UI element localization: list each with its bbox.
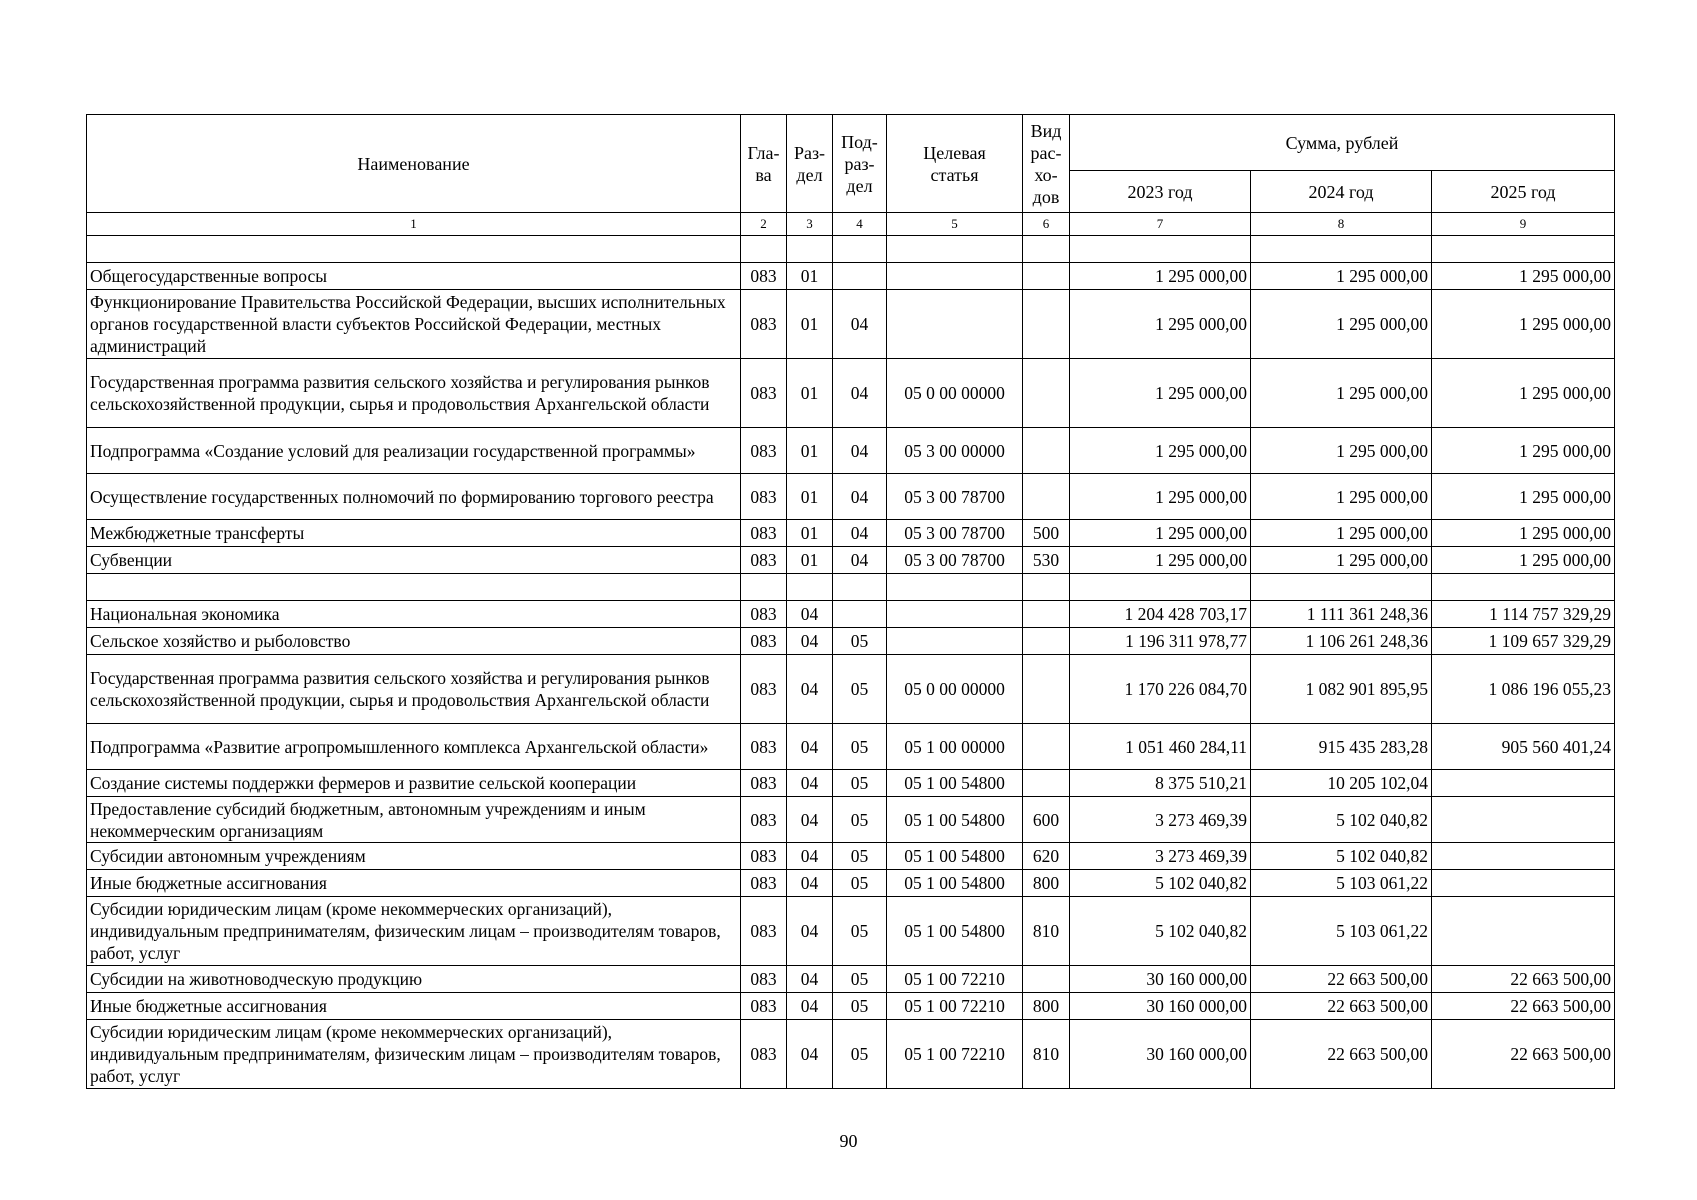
- header-sum: Сумма, рублей: [1070, 115, 1615, 171]
- amount-2024-cell: 1 295 000,00: [1251, 428, 1432, 474]
- empty-cell: [1070, 236, 1251, 263]
- expense-type-cell: [1023, 966, 1070, 993]
- amount-2025-cell: 22 663 500,00: [1432, 966, 1615, 993]
- budget-table: [86, 114, 1615, 1089]
- name-cell: Иные бюджетные ассигнования: [87, 993, 741, 1020]
- expense-type-cell: [1023, 474, 1070, 520]
- header-year-2025: 2025 год: [1432, 171, 1615, 213]
- blank-row: [87, 574, 1615, 601]
- table-row: [87, 520, 1615, 547]
- expense-type-cell: [1023, 428, 1070, 474]
- table-row: [87, 843, 1615, 870]
- name-cell: Сельское хозяйство и рыболовство: [87, 628, 741, 655]
- section-cell: 04: [787, 966, 833, 993]
- name-cell: Межбюджетные трансферты: [87, 520, 741, 547]
- name-cell: Подпрограмма «Создание условий для реализации государственной программы»: [87, 428, 741, 474]
- amount-2024-cell: 5 102 040,82: [1251, 797, 1432, 843]
- amount-2024-cell: 1 111 361 248,36: [1251, 601, 1432, 628]
- table-body: [87, 236, 1615, 1089]
- section-cell: 01: [787, 428, 833, 474]
- empty-cell: [887, 236, 1023, 263]
- section-cell: 04: [787, 655, 833, 724]
- amount-2025-cell: [1432, 897, 1615, 966]
- expense-type-cell: [1023, 601, 1070, 628]
- target-article-cell: [887, 628, 1023, 655]
- name-cell: Функционирование Правительства Российской Федерации, высших исполнительных органов государственной власти субъектов Российской Федерации, местных администраций: [87, 290, 741, 359]
- amount-2024-cell: 22 663 500,00: [1251, 966, 1432, 993]
- expense-type-cell: 810: [1023, 897, 1070, 966]
- amount-2025-cell: 22 663 500,00: [1432, 1020, 1615, 1089]
- empty-cell: [1070, 574, 1251, 601]
- amount-2024-cell: 1 295 000,00: [1251, 474, 1432, 520]
- table-row: [87, 870, 1615, 897]
- column-number: 3: [787, 213, 833, 236]
- section-cell: 01: [787, 263, 833, 290]
- table-row: [87, 428, 1615, 474]
- empty-cell: [787, 574, 833, 601]
- empty-cell: [741, 236, 787, 263]
- table-row: [87, 601, 1615, 628]
- amount-2025-cell: [1432, 770, 1615, 797]
- column-number: 1: [87, 213, 741, 236]
- empty-cell: [833, 236, 887, 263]
- amount-2023-cell: 1 295 000,00: [1070, 263, 1251, 290]
- page-number: 90: [839, 1131, 858, 1151]
- amount-2025-cell: [1432, 870, 1615, 897]
- subsection-cell: 05: [833, 628, 887, 655]
- amount-2023-cell: 1 196 311 978,77: [1070, 628, 1251, 655]
- table-row: [87, 263, 1615, 290]
- amount-2023-cell: 1 295 000,00: [1070, 290, 1251, 359]
- empty-cell: [787, 236, 833, 263]
- expense-type-cell: 530: [1023, 547, 1070, 574]
- empty-cell: [1432, 236, 1615, 263]
- target-article-cell: 05 3 00 78700: [887, 547, 1023, 574]
- expense-type-cell: 810: [1023, 1020, 1070, 1089]
- chapter-cell: 083: [741, 897, 787, 966]
- chapter-cell: 083: [741, 993, 787, 1020]
- amount-2023-cell: 30 160 000,00: [1070, 993, 1251, 1020]
- expense-type-cell: 620: [1023, 843, 1070, 870]
- amount-2023-cell: 1 204 428 703,17: [1070, 601, 1251, 628]
- subsection-cell: 05: [833, 897, 887, 966]
- target-article-cell: 05 3 00 78700: [887, 474, 1023, 520]
- expense-type-cell: 800: [1023, 993, 1070, 1020]
- table-row: [87, 966, 1615, 993]
- chapter-cell: 083: [741, 601, 787, 628]
- expense-type-cell: 600: [1023, 797, 1070, 843]
- expense-type-cell: [1023, 770, 1070, 797]
- amount-2025-cell: 1 295 000,00: [1432, 520, 1615, 547]
- chapter-cell: 083: [741, 1020, 787, 1089]
- target-article-cell: 05 0 00 00000: [887, 655, 1023, 724]
- section-cell: 01: [787, 520, 833, 547]
- amount-2023-cell: 30 160 000,00: [1070, 966, 1251, 993]
- amount-2024-cell: 22 663 500,00: [1251, 993, 1432, 1020]
- target-article-cell: 05 1 00 72210: [887, 966, 1023, 993]
- chapter-cell: 083: [741, 966, 787, 993]
- table-row: [87, 655, 1615, 724]
- target-article-cell: 05 1 00 72210: [887, 993, 1023, 1020]
- target-article-cell: 05 0 00 00000: [887, 359, 1023, 428]
- target-article-cell: 05 1 00 54800: [887, 870, 1023, 897]
- amount-2025-cell: 1 295 000,00: [1432, 290, 1615, 359]
- name-cell: Субсидии юридическим лицам (кроме некоммерческих организаций), индивидуальным предпринимателям, физическим лицам – производителям товаров, работ, услуг: [87, 1020, 741, 1089]
- amount-2025-cell: [1432, 843, 1615, 870]
- subsection-cell: [833, 263, 887, 290]
- target-article-cell: 05 1 00 54800: [887, 843, 1023, 870]
- amount-2023-cell: 1 051 460 284,11: [1070, 724, 1251, 770]
- section-cell: 04: [787, 843, 833, 870]
- subsection-cell: 05: [833, 843, 887, 870]
- target-article-cell: [887, 263, 1023, 290]
- amount-2024-cell: 22 663 500,00: [1251, 1020, 1432, 1089]
- target-article-cell: 05 1 00 54800: [887, 797, 1023, 843]
- name-cell: Предоставление субсидий бюджетным, автономным учреждениям и иным некоммерческим организациям: [87, 797, 741, 843]
- target-article-cell: [887, 601, 1023, 628]
- name-cell: Национальная экономика: [87, 601, 741, 628]
- empty-cell: [1251, 574, 1432, 601]
- header-year-2023: 2023 год: [1070, 171, 1251, 213]
- table-row: [87, 797, 1615, 843]
- amount-2024-cell: 1 295 000,00: [1251, 290, 1432, 359]
- header-name: Наименование: [87, 115, 741, 213]
- amount-2023-cell: 1 295 000,00: [1070, 474, 1251, 520]
- expense-type-cell: [1023, 290, 1070, 359]
- chapter-cell: 083: [741, 870, 787, 897]
- amount-2023-cell: 1 170 226 084,70: [1070, 655, 1251, 724]
- subsection-cell: 05: [833, 797, 887, 843]
- amount-2025-cell: 1 295 000,00: [1432, 428, 1615, 474]
- amount-2023-cell: 1 295 000,00: [1070, 547, 1251, 574]
- name-cell: Субсидии на животноводческую продукцию: [87, 966, 741, 993]
- expense-type-cell: [1023, 359, 1070, 428]
- target-article-cell: 05 1 00 72210: [887, 1020, 1023, 1089]
- header-year-2024: 2024 год: [1251, 171, 1432, 213]
- chapter-cell: 083: [741, 520, 787, 547]
- expense-type-cell: [1023, 724, 1070, 770]
- amount-2024-cell: 1 295 000,00: [1251, 520, 1432, 547]
- amount-2024-cell: 5 103 061,22: [1251, 897, 1432, 966]
- column-number: 4: [833, 213, 887, 236]
- section-cell: 04: [787, 724, 833, 770]
- section-cell: 04: [787, 797, 833, 843]
- target-article-cell: 05 1 00 00000: [887, 724, 1023, 770]
- section-cell: 01: [787, 290, 833, 359]
- header-target-article: Целевая статья: [887, 115, 1023, 213]
- header-expense-type: Вид рас- хо- дов: [1023, 115, 1070, 213]
- amount-2025-cell: 1 295 000,00: [1432, 263, 1615, 290]
- section-cell: 04: [787, 770, 833, 797]
- empty-cell: [887, 574, 1023, 601]
- chapter-cell: 083: [741, 428, 787, 474]
- subsection-cell: 04: [833, 428, 887, 474]
- table-row: [87, 993, 1615, 1020]
- chapter-cell: 083: [741, 770, 787, 797]
- chapter-cell: 083: [741, 724, 787, 770]
- name-cell: Подпрограмма «Развитие агропромышленного комплекса Архангельской области»: [87, 724, 741, 770]
- chapter-cell: 083: [741, 290, 787, 359]
- column-number: 2: [741, 213, 787, 236]
- subsection-cell: 04: [833, 547, 887, 574]
- empty-cell: [1251, 236, 1432, 263]
- empty-cell: [741, 574, 787, 601]
- subsection-cell: 05: [833, 870, 887, 897]
- amount-2023-cell: 1 295 000,00: [1070, 359, 1251, 428]
- name-cell: Субсидии автономным учреждениям: [87, 843, 741, 870]
- amount-2025-cell: 1 295 000,00: [1432, 547, 1615, 574]
- chapter-cell: 083: [741, 474, 787, 520]
- section-cell: 01: [787, 359, 833, 428]
- table-row: [87, 724, 1615, 770]
- section-cell: 04: [787, 601, 833, 628]
- subsection-cell: 04: [833, 474, 887, 520]
- amount-2024-cell: 1 295 000,00: [1251, 263, 1432, 290]
- amount-2024-cell: 5 103 061,22: [1251, 870, 1432, 897]
- amount-2023-cell: 5 102 040,82: [1070, 870, 1251, 897]
- amount-2024-cell: 915 435 283,28: [1251, 724, 1432, 770]
- amount-2023-cell: 3 273 469,39: [1070, 843, 1251, 870]
- amount-2024-cell: 1 082 901 895,95: [1251, 655, 1432, 724]
- expense-type-cell: 500: [1023, 520, 1070, 547]
- table-row: [87, 770, 1615, 797]
- amount-2025-cell: 1 295 000,00: [1432, 359, 1615, 428]
- name-cell: Субвенции: [87, 547, 741, 574]
- subsection-cell: 04: [833, 290, 887, 359]
- amount-2025-cell: 1 114 757 329,29: [1432, 601, 1615, 628]
- table-row: [87, 359, 1615, 428]
- name-cell: Создание системы поддержки фермеров и развитие сельской кооперации: [87, 770, 741, 797]
- table-row: [87, 474, 1615, 520]
- expense-type-cell: [1023, 263, 1070, 290]
- target-article-cell: 05 1 00 54800: [887, 897, 1023, 966]
- amount-2023-cell: 1 295 000,00: [1070, 520, 1251, 547]
- column-number: 7: [1070, 213, 1251, 236]
- amount-2023-cell: 1 295 000,00: [1070, 428, 1251, 474]
- name-cell: Иные бюджетные ассигнования: [87, 870, 741, 897]
- amount-2025-cell: 22 663 500,00: [1432, 993, 1615, 1020]
- column-number: 9: [1432, 213, 1615, 236]
- name-cell: Осуществление государственных полномочий по формированию торгового реестра: [87, 474, 741, 520]
- chapter-cell: 083: [741, 263, 787, 290]
- table-row: [87, 897, 1615, 966]
- chapter-cell: 083: [741, 655, 787, 724]
- subsection-cell: 05: [833, 966, 887, 993]
- empty-cell: [833, 574, 887, 601]
- chapter-cell: 083: [741, 628, 787, 655]
- amount-2024-cell: 1 106 261 248,36: [1251, 628, 1432, 655]
- subsection-cell: 05: [833, 770, 887, 797]
- name-cell: Субсидии юридическим лицам (кроме некоммерческих организаций), индивидуальным предпринимателям, физическим лицам – производителям товаров, работ, услуг: [87, 897, 741, 966]
- header-subsection: Под- раз- дел: [833, 115, 887, 213]
- amount-2025-cell: 1 109 657 329,29: [1432, 628, 1615, 655]
- column-number: 8: [1251, 213, 1432, 236]
- section-cell: 04: [787, 628, 833, 655]
- amount-2025-cell: 1 086 196 055,23: [1432, 655, 1615, 724]
- name-cell: Государственная программа развития сельского хозяйства и регулирования рынков сельскохозяйственной продукции, сырья и продовольствия Архангельской области: [87, 655, 741, 724]
- table-row: [87, 1020, 1615, 1089]
- section-cell: 04: [787, 870, 833, 897]
- target-article-cell: 05 3 00 78700: [887, 520, 1023, 547]
- section-cell: 04: [787, 897, 833, 966]
- subsection-cell: 05: [833, 724, 887, 770]
- empty-cell: [1023, 574, 1070, 601]
- empty-cell: [87, 574, 741, 601]
- subsection-cell: 05: [833, 993, 887, 1020]
- section-cell: 04: [787, 1020, 833, 1089]
- chapter-cell: 083: [741, 359, 787, 428]
- table-row: [87, 547, 1615, 574]
- subsection-cell: [833, 601, 887, 628]
- amount-2024-cell: 10 205 102,04: [1251, 770, 1432, 797]
- target-article-cell: 05 3 00 00000: [887, 428, 1023, 474]
- amount-2024-cell: 1 295 000,00: [1251, 547, 1432, 574]
- amount-2023-cell: 30 160 000,00: [1070, 1020, 1251, 1089]
- expense-type-cell: [1023, 655, 1070, 724]
- chapter-cell: 083: [741, 843, 787, 870]
- amount-2025-cell: 1 295 000,00: [1432, 474, 1615, 520]
- subsection-cell: 04: [833, 520, 887, 547]
- expense-type-cell: 800: [1023, 870, 1070, 897]
- blank-row: [87, 236, 1615, 263]
- target-article-cell: 05 1 00 54800: [887, 770, 1023, 797]
- expense-type-cell: [1023, 628, 1070, 655]
- header-section: Раз- дел: [787, 115, 833, 213]
- section-cell: 01: [787, 547, 833, 574]
- chapter-cell: 083: [741, 547, 787, 574]
- header-chapter: Гла- ва: [741, 115, 787, 213]
- column-number: 6: [1023, 213, 1070, 236]
- target-article-cell: [887, 290, 1023, 359]
- name-cell: Общегосударственные вопросы: [87, 263, 741, 290]
- section-cell: 04: [787, 993, 833, 1020]
- empty-cell: [87, 236, 741, 263]
- amount-2024-cell: 1 295 000,00: [1251, 359, 1432, 428]
- subsection-cell: 05: [833, 655, 887, 724]
- table-row: [87, 628, 1615, 655]
- column-number: 5: [887, 213, 1023, 236]
- table-row: [87, 290, 1615, 359]
- empty-cell: [1023, 236, 1070, 263]
- section-cell: 01: [787, 474, 833, 520]
- amount-2025-cell: 905 560 401,24: [1432, 724, 1615, 770]
- amount-2024-cell: 5 102 040,82: [1251, 843, 1432, 870]
- amount-2023-cell: 8 375 510,21: [1070, 770, 1251, 797]
- amount-2023-cell: 3 273 469,39: [1070, 797, 1251, 843]
- name-cell: Государственная программа развития сельского хозяйства и регулирования рынков сельскохозяйственной продукции, сырья и продовольствия Архангельской области: [87, 359, 741, 428]
- empty-cell: [1432, 574, 1615, 601]
- amount-2023-cell: 5 102 040,82: [1070, 897, 1251, 966]
- column-number-row: [87, 213, 1615, 236]
- amount-2025-cell: [1432, 797, 1615, 843]
- subsection-cell: 04: [833, 359, 887, 428]
- subsection-cell: 05: [833, 1020, 887, 1089]
- chapter-cell: 083: [741, 797, 787, 843]
